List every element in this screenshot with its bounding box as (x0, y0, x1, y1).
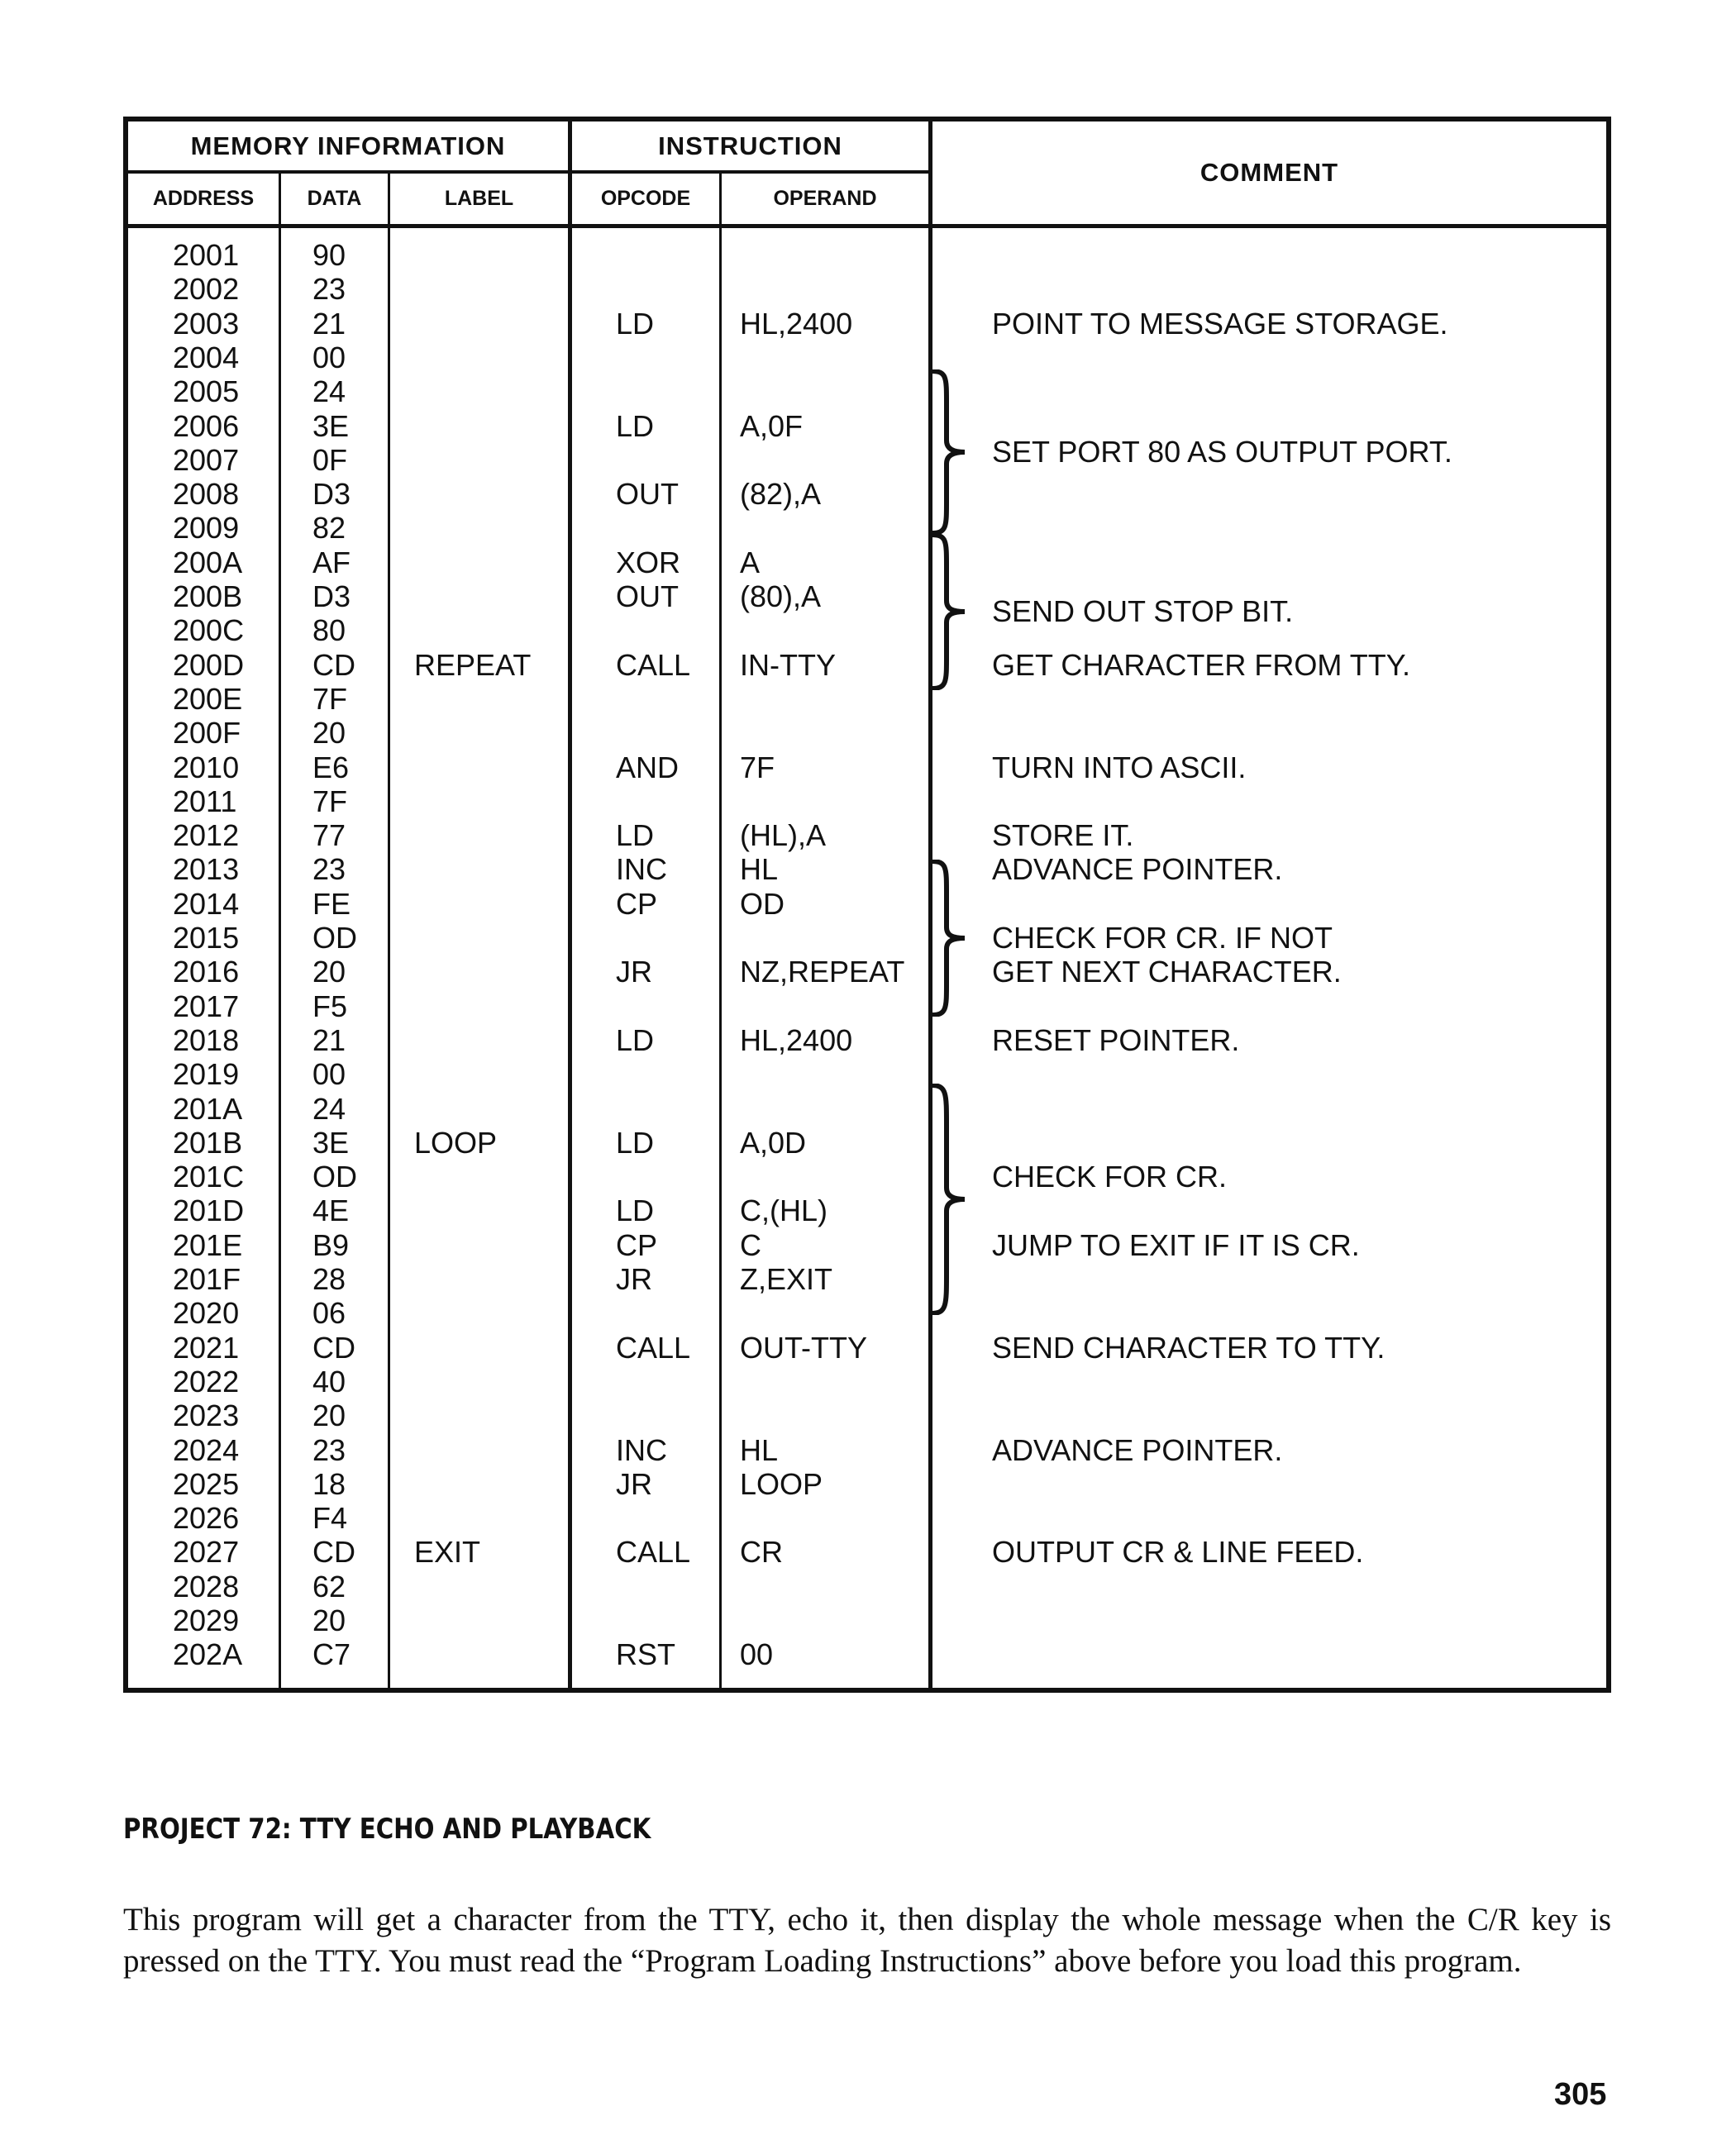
comment-cell: CHECK FOR CR. IF NOT (992, 921, 1333, 955)
operand-cell: C,(HL) (740, 1194, 827, 1228)
data-cell: B9 (312, 1227, 350, 1262)
opcode-cell: LD (616, 1022, 655, 1057)
address-cell: 2022 (173, 1364, 240, 1399)
program-listing-table (123, 117, 1611, 1693)
address-cell: 2006 (173, 408, 240, 443)
brace-comment: SET PORT 80 AS OUTPUT PORT. (992, 435, 1452, 469)
operand-column-header: OPERAND (773, 187, 877, 210)
data-cell: 21 (312, 1022, 346, 1057)
address-cell: 2021 (173, 1330, 240, 1365)
address-cell: 201F (173, 1262, 241, 1296)
opcode-cell: LD (616, 1125, 655, 1160)
address-cell: 200C (173, 613, 245, 648)
opcode-cell: RST (616, 1637, 675, 1672)
opcode-column-header: OPCODE (600, 187, 691, 210)
operand-cell: (80),A (740, 579, 822, 613)
address-cell: 200B (173, 579, 243, 613)
address-cell: 200E (173, 681, 243, 716)
address-cell: 2008 (173, 477, 240, 512)
data-cell: 4E (312, 1194, 350, 1228)
data-cell: 0F (312, 442, 348, 477)
opcode-cell: XOR (616, 545, 681, 579)
instruction-header: INSTRUCTION (658, 131, 842, 160)
address-cell: 2017 (173, 989, 240, 1023)
label-cell: EXIT (414, 1535, 481, 1570)
data-cell: 80 (312, 613, 346, 648)
opcode-cell: CP (616, 1227, 658, 1262)
opcode-cell: LD (616, 818, 655, 853)
address-cell: 2023 (173, 1399, 240, 1433)
address-cell: 2001 (173, 238, 240, 272)
address-cell: 2027 (173, 1535, 240, 1570)
brace-icon (928, 1084, 978, 1315)
address-cell: 201B (173, 1125, 243, 1160)
comment-cell: ADVANCE POINTER. (992, 852, 1283, 887)
comment-cell: CHECK FOR CR. (992, 1160, 1228, 1194)
data-cell: 3E (312, 408, 350, 443)
data-cell: OD (312, 921, 357, 955)
operand-cell: HL,2400 (740, 1022, 853, 1057)
opcode-cell: OUT (616, 477, 679, 512)
data-column-header: DATA (307, 187, 362, 210)
data-cell: 82 (312, 511, 346, 546)
data-cell: CD (312, 647, 355, 682)
opcode-cell: JR (616, 955, 652, 989)
data-cell: AF (312, 545, 351, 579)
opcode-cell: LD (616, 408, 655, 443)
operand-cell: Z,EXIT (740, 1262, 833, 1296)
data-cell: 23 (312, 1432, 346, 1467)
opcode-cell: CP (616, 886, 658, 921)
address-cell: 2005 (173, 374, 240, 409)
address-cell: 2010 (173, 750, 240, 784)
data-cell: 77 (312, 818, 346, 853)
operand-cell: CR (740, 1535, 783, 1570)
data-cell: 90 (312, 238, 346, 272)
data-cell: D3 (312, 477, 351, 512)
data-cell: 62 (312, 1569, 346, 1603)
operand-cell: OUT-TTY (740, 1330, 867, 1365)
address-cell: 2009 (173, 511, 240, 546)
comment-cell: GET CHARACTER FROM TTY. (992, 647, 1411, 682)
address-cell: 201E (173, 1227, 243, 1262)
data-cell: OD (312, 1160, 357, 1194)
comment-cell: TURN INTO ASCII. (992, 750, 1247, 784)
address-cell: 2024 (173, 1432, 240, 1467)
data-cell: F4 (312, 1501, 348, 1536)
operand-cell: IN-TTY (740, 647, 836, 682)
operand-cell: (82),A (740, 477, 822, 512)
comment-cell: POINT TO MESSAGE STORAGE. (992, 306, 1448, 341)
operand-cell: HL,2400 (740, 306, 853, 341)
data-cell: 7F (312, 784, 348, 818)
operand-cell: A (740, 545, 761, 579)
address-cell: 200F (173, 716, 241, 750)
opcode-cell: LD (616, 306, 655, 341)
data-cell: 20 (312, 716, 346, 750)
data-cell: C7 (312, 1637, 351, 1672)
data-cell: 23 (312, 272, 346, 307)
operand-cell: OD (740, 886, 785, 921)
data-cell: 20 (312, 1603, 346, 1637)
comment-header: COMMENT (1199, 158, 1339, 187)
data-cell: 23 (312, 852, 346, 887)
operand-cell: LOOP (740, 1466, 823, 1501)
data-cell: D3 (312, 579, 351, 613)
data-cell: 00 (312, 340, 346, 374)
address-cell: 2002 (173, 272, 240, 307)
address-cell: 2007 (173, 442, 240, 477)
opcode-cell: CALL (616, 1535, 691, 1570)
address-cell: 2019 (173, 1057, 240, 1092)
brace-comment: SEND OUT STOP BIT. (992, 594, 1294, 628)
opcode-cell: JR (616, 1466, 652, 1501)
data-cell: 7F (312, 681, 348, 716)
comment-cell: SEND CHARACTER TO TTY. (992, 1330, 1385, 1365)
comment-cell: GET NEXT CHARACTER. (992, 955, 1342, 989)
operand-cell: A,0D (740, 1125, 807, 1160)
brace-icon (928, 369, 978, 535)
operand-cell: C (740, 1227, 761, 1262)
brace-icon (928, 533, 978, 690)
brace-icon (928, 860, 978, 1017)
operand-cell: 7F (740, 750, 775, 784)
data-cell: 20 (312, 1399, 346, 1433)
opcode-cell: INC (616, 1432, 667, 1467)
address-cell: 2028 (173, 1569, 240, 1603)
data-cell: 00 (312, 1057, 346, 1092)
address-cell: 2026 (173, 1501, 240, 1536)
label-cell: LOOP (414, 1125, 498, 1160)
address-cell: 200D (173, 647, 245, 682)
address-cell: 2015 (173, 921, 240, 955)
operand-cell: (HL),A (740, 818, 827, 853)
project-description: This program will get a character from the TTY, echo it, then display the whole message when the C/R key is pressed on the TTY. You must read the “Program Loading Instructions” above before you load this program. (123, 1902, 1611, 1979)
data-cell: 06 (312, 1296, 346, 1331)
address-cell: 201A (173, 1091, 243, 1126)
data-cell: E6 (312, 750, 350, 784)
operand-cell: HL (740, 852, 779, 887)
address-cell: 2016 (173, 955, 240, 989)
address-cell: 2029 (173, 1603, 240, 1637)
address-cell: 2020 (173, 1296, 240, 1331)
address-cell: 2013 (173, 852, 240, 887)
operand-cell: 00 (740, 1637, 774, 1672)
operand-cell: HL (740, 1432, 779, 1467)
operand-cell: A,0F (740, 408, 804, 443)
data-cell: 3E (312, 1125, 350, 1160)
data-cell: 40 (312, 1364, 346, 1399)
label-cell: REPEAT (414, 647, 532, 682)
page-number: 305 (1554, 2077, 1607, 2112)
operand-cell: NZ,REPEAT (740, 955, 905, 989)
data-cell: 21 (312, 306, 346, 341)
data-cell: 24 (312, 374, 346, 409)
comment-cell: JUMP TO EXIT IF IT IS CR. (992, 1227, 1360, 1262)
comment-cell: RESET POINTER. (992, 1022, 1240, 1057)
label-column-header: LABEL (444, 187, 514, 210)
address-cell: 201C (173, 1160, 245, 1194)
data-cell: F5 (312, 989, 348, 1023)
opcode-cell: OUT (616, 579, 679, 613)
address-cell: 2003 (173, 306, 240, 341)
data-cell: CD (312, 1330, 355, 1365)
data-cell: 28 (312, 1262, 346, 1296)
data-cell: 20 (312, 955, 346, 989)
data-cell: 24 (312, 1091, 346, 1126)
project-heading: PROJECT 72: TTY ECHO AND PLAYBACK (123, 1813, 651, 1846)
data-cell: 18 (312, 1466, 346, 1501)
opcode-cell: CALL (616, 1330, 691, 1365)
opcode-cell: CALL (616, 647, 691, 682)
listing-rows (128, 122, 1606, 1688)
address-cell: 202A (173, 1637, 243, 1672)
opcode-cell: AND (616, 750, 680, 784)
address-cell: 2012 (173, 818, 240, 853)
comment-cell: OUTPUT CR & LINE FEED. (992, 1535, 1364, 1570)
comment-cell: ADVANCE POINTER. (992, 1432, 1283, 1467)
data-cell: FE (312, 886, 351, 921)
address-cell: 2011 (173, 784, 237, 818)
address-cell: 2025 (173, 1466, 240, 1501)
address-cell: 2014 (173, 886, 240, 921)
memory-information-header: MEMORY INFORMATION (190, 131, 506, 160)
address-cell: 200A (173, 545, 243, 579)
address-column-header: ADDRESS (152, 187, 255, 210)
address-cell: 201D (173, 1194, 245, 1228)
address-cell: 2004 (173, 340, 240, 374)
data-cell: CD (312, 1535, 355, 1570)
address-cell: 2018 (173, 1022, 240, 1057)
opcode-cell: LD (616, 1194, 655, 1228)
comment-cell: STORE IT. (992, 818, 1134, 853)
opcode-cell: INC (616, 852, 667, 887)
opcode-cell: JR (616, 1262, 652, 1296)
